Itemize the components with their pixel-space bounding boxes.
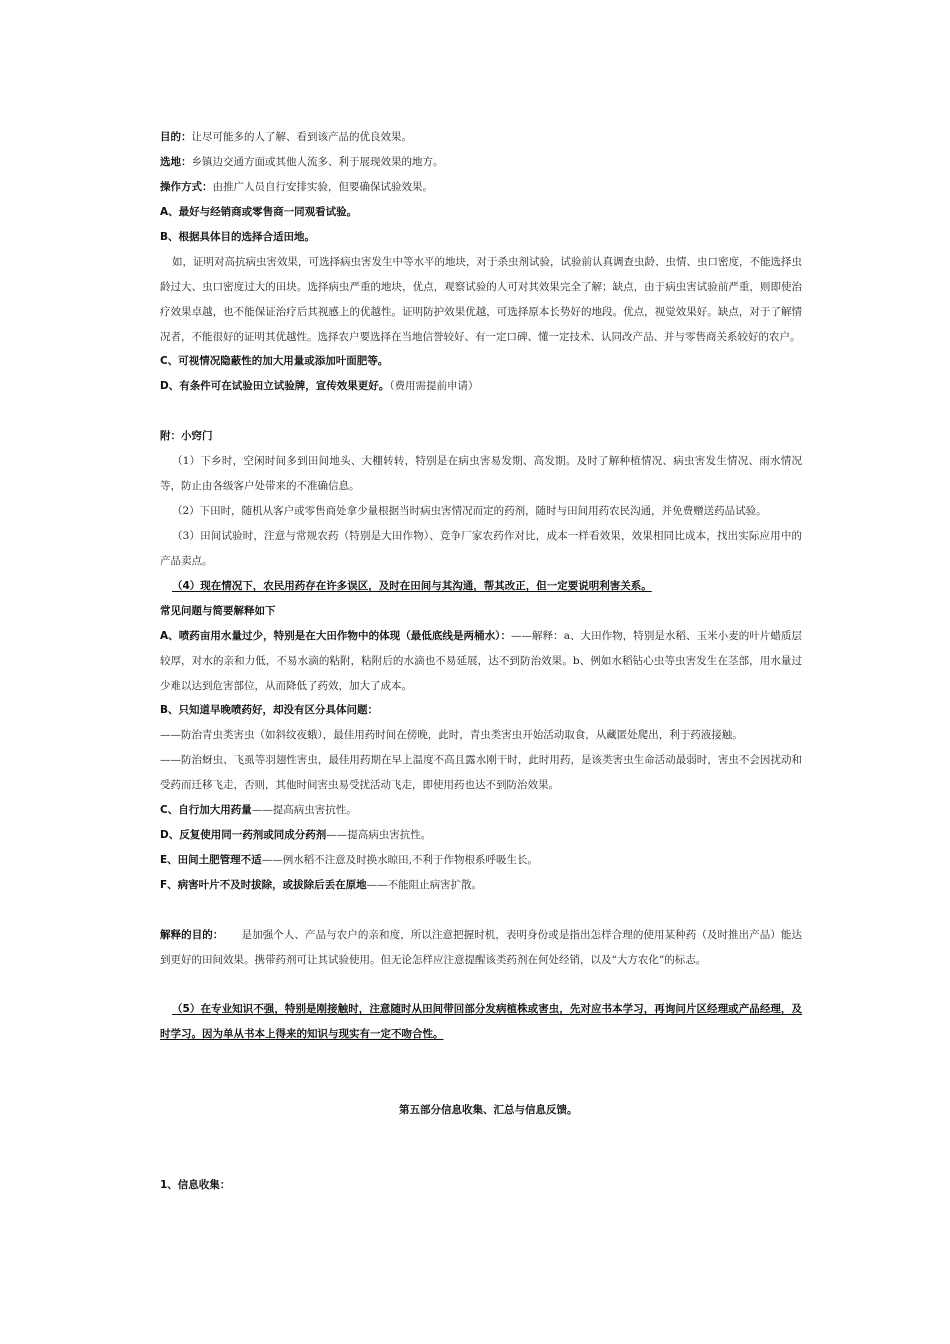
issue-f-label: F、病害叶片不及时拔除，或拔除后丢在原地 [160,879,367,891]
issue-d-label: D、反复使用同一药剂或同成分药剂 [160,829,327,841]
purpose-label: 目的： [160,131,192,143]
issue-b-line-2: ——防治蚜虫、飞虱等羽翅性害虫，最佳用药期在早上温度不高且露水刚干时，此时用药，是该类害虫生命活动最弱时，害虫不会因扰动和受药而迁移飞走，否则，其他时间害虫易受扰活动飞走，即使用药也达不到防治效果。 [160,754,802,791]
common-issues-title: 常见问题与简要解释如下 [160,605,276,617]
explain-text: 是加强个人、产品与农户的亲和度，所以注意把握时机，表明身份或是指出怎样合理的使用某种药（及时推出产品）能达到更好的田间效果。携带药剂可让其试验使用。但无论怎样应注意提醒该类药剂在何处经销，以及“大方农化”的标志。 [160,929,803,966]
issue-c-label: C、自行加大用药量 [160,804,252,816]
site-text: 乡镇边交通方面或其他人流多、利于展现效果的地方。 [191,156,444,168]
issue-b-line-1: ——防治青虫类害虫（如斜纹夜蛾），最佳用药时间在傍晚，此时，青虫类害虫开始活动取食，从藏匿处爬出，利于药液接触。 [160,729,743,741]
issue-f-text: ——不能阻止病害扩散。 [366,879,483,891]
tip-3: （3）田间试验时，注意与常规农药（特别是大田作物）、竞争厂家农药作对比，成本一样看效果，效果相同比成本，找出实际应用中的产品卖点。 [160,530,802,567]
purpose-line [160,130,412,144]
issue-a-text: ——解释：a、大田作物，特别是水稻、玉米小麦的叶片蜡质层较厚，对水的亲和力低，不易水滴的粘附，粘附后的水滴也不易延展，达不到防治效果。b、例如水稻钻心虫等虫害发生在茎部，用水量过少难以达到危害部位，从而降低了药效，加大了成本。 [160,630,802,692]
tip-1: （1）下乡时，空闲时间多到田间地头、大棚转转，特别是在病虫害易发期、高发期。及时了解种植情况、病虫害发生情况、雨水情况等，防止由各级客户处带来的不准确信息。 [160,455,802,492]
issue-c-text: ——提高病虫害抗性。 [251,804,357,816]
issue-a-label: A、喷药亩用水量过少，特别是在大田作物中的体现（最低底线是两桶水）： [160,630,511,642]
item-a: A、最好与经销商或零售商一同观看试验。 [160,206,358,218]
example-paragraph: 如，证明对高抗病虫害效果，可选择病虫害发生中等水平的地块，对于杀虫剂试验，试验前认真调查虫龄、虫情、虫口密度，不能选择虫龄过大、虫口密度过大的田块。选择病虫严重的地块，优点，观察试验的人可对其效果完全了解；缺点，由于病虫害试验前严重，则即使治疗效果卓越，也不能保证治疗后其视感上的优越性。证明防护效果优越，可选择原本长势好的地段。优点，视觉效果好。缺点，对于了解情况者，不能很好的证明其优越性。选择农户要选择在当地信誉较好、有一定口碑、懂一定技术、认同改产品、并与零售商关系较好的农户。 [160,256,802,343]
tip-5: （5）在专业知识不强，特别是刚接触时，注意随时从田间带回部分发病植株或害虫，先对应书本学习，再询问片区经理或产品经理，及时学习。因为单从书本上得来的知识与现实有一定不吻合性。 [160,1003,802,1040]
method-text: 由推广人员自行安排实验，但要确保试验效果。 [212,181,433,193]
part-5-title: 第五部分信息收集、汇总与信息反馈。 [399,1104,578,1116]
explain-label: 解释的目的： [160,929,224,941]
method-line [160,180,433,194]
tip-2: （2）下田时，随机从客户或零售商处拿少量根据当时病虫害情况而定的药剂，随时与田间用药农民沟通，并免费赠送药品试验。 [172,505,767,517]
issue-f-line [160,878,482,892]
issue-a-paragraph [160,624,802,699]
site-line [160,155,444,169]
item-d-line [160,379,478,393]
issue-e-text: ——例水稻不注意及时换水晾田,不利于作物根系呼吸生长。 [261,854,539,866]
explain-paragraph [160,923,802,973]
info-collection-heading: 1、信息收集： [160,1179,231,1191]
tips-title: 附：小窍门 [160,430,213,442]
purpose-text: 让尽可能多的人了解、看到该产品的优良效果。 [191,131,412,143]
issue-b-label: B、只知道早晚喷药好，却没有区分具体问题： [160,704,379,716]
issue-c-line [160,803,357,817]
tip-4: （4）现在情况下，农民用药存在许多误区，及时在田间与其沟通，帮其改正，但一定要说明利害关系。 [172,580,652,592]
issue-d-text: ——提高病虫害抗性。 [326,829,432,841]
method-label: 操作方式： [160,181,213,193]
item-c: C、可视情况隐蔽性的加大用量或添加叶面肥等。 [160,355,389,367]
issue-e-line [160,853,538,867]
issue-e-label: E、田间土肥管理不适 [160,854,262,866]
item-b: B、根据具体目的选择合适田地。 [160,231,316,243]
issue-d-line [160,828,431,842]
item-d-note: （费用需提前申请） [389,380,479,392]
site-label: 选地： [160,156,192,168]
item-d: D、有条件可在试验田立试验牌，宣传效果更好。 [160,380,390,392]
